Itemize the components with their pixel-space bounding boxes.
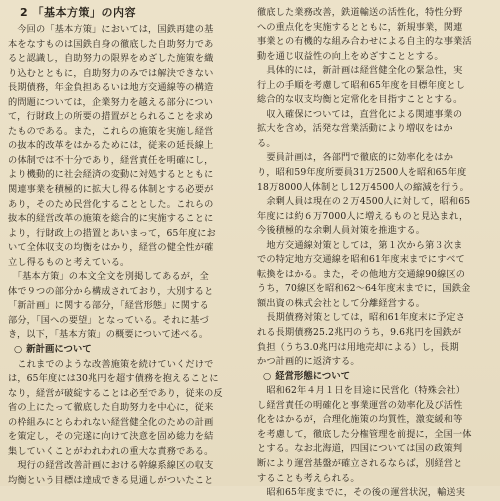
intro-paragraph: 今回の「基本方策」においては，国鉄再建の基 本をなすものは国鉄自身の徹底した自助努力であ ると認識し，自助努力の限界をめざした施策を織 り込むとともに，自助努力のみでは解決できない 長期債務，年金負担あるいは地方交通線等の構造 的問題については，企業努力を越える部分につい て，行財政上の所要の措置がとられることを求め たものである。また，これらの施策を実施し経営 の抜本的改革をはかるためには，従来の延長線上 の体制では不十分であり，経営責任を明確にし， より機動的に社会経済の変動に対処するとともに 関連事業を積極的に拡大し得る体制とする必要が あり，そのため民営化することとした。これらの 抜本的経営改革の施策を総合的に実施することに より，行財政上の措置とあいまって，65年度にお いて全体収支の均衡をはかり，経営の健全性が確 立し得るものと考えている。 — [8, 24, 216, 268]
new-plan-paragraph: これまでのような改善施策を続けていくだけで は，65年度には30兆円を超す債務を抱えることに なり，経営が破綻することは必至であり，従来の反 省の上にたって徹底した自助努力を中心に，従来 の枠組みにとらわれない経営健全化のための計画 を策定し，その完遂に向けて決意を固め総力を結 集していくことがわれわれの重大な責務である。 現行の経営改善計画における幹線系線区の収支 均衡という目標は達成できる見通しがついたこと — [8, 358, 223, 486]
subheading-new-plan-text: 新計画について — [26, 344, 92, 356]
management-form-paragraph: 昭和62年４月１日を目途に民営化（特殊会社） し経営責任の明確化と事業運営の効率化及び活性 化をはかるが，合理化施策の均質性，激変緩和等 を考慮して，徹底した分権管理を前提に，全国一体 とする。なお北海道，四国については国の政策判 断により運営基盤が確立されるならば，別経営と することも考えられる。 昭和65年度までに，その後の運営状況，輸送実 — [257, 385, 472, 499]
circle-bullet-icon: ○ — [263, 370, 272, 382]
subheading-management-form — [263, 370, 496, 385]
two-column-layout — [8, 6, 496, 499]
section-title: 2 「基本方策」の内容 — [20, 6, 136, 19]
circle-bullet-icon: ○ — [14, 344, 23, 356]
structure-paragraph: 「基本方策」の本文全文を別掲してあるが，全 体で９つの部分から構成されており，大別すると 「新計画」に関する部分，「経営形態」に関する 部分，「国への要望」となっている。それに基づ き，以下，「基本方策」の概要について述べる。 — [8, 271, 214, 341]
subheading-new-plan — [14, 343, 247, 358]
subheading-management-form-text: 経営形態について — [275, 370, 351, 382]
left-column — [8, 6, 247, 486]
right-column — [257, 6, 496, 499]
measures-paragraph: 徹底した業務改善，鉄道輸送の活性化，特性分野 への重点化を実施するとともに，新規事業，関連 事業との有機的な組み合わせによる自主的な事業活 動を通じ収益性の向上をめざすこととする。 具体的には，新計画は経営健全化の緊急性，実 行上の手順を考慮して昭和65年度を目標年度とし 総合的な収支均衡と定常化を目指すこととする。 収入確保については，直営化による関連事業の 拡大を含め，活発な営業活動により増収をはか る。 要員計画は，各部門で徹底的に効率化をはか り，昭和59年度所要員31万2500人を昭和65年度 18万8000人体制とし12万4500人の縮減を行う。 余剰人員は現在の２万4500人に対して，昭和65 年度には約６万7000人に増えるものと見込まれ， 今後積極的な余剰人員対策を推進する。 地方交通線対策としては，第１次から第３次ま での特定地方交通線を昭和61年度末までにすべて 転換をはかる。また，その他地方交通線90線区の うち，70線区を昭和62〜64年度末までに，国鉄金 額出資の株式会社として分離経営する。 長期債務対策としては，昭和61年度末に予定さ れる長期債務25.2兆円のうち，9.6兆円を国鉄が 負担（うち3.0兆円は用地売却による）し，長期 かつ計画的に返済する。 — [257, 7, 472, 368]
